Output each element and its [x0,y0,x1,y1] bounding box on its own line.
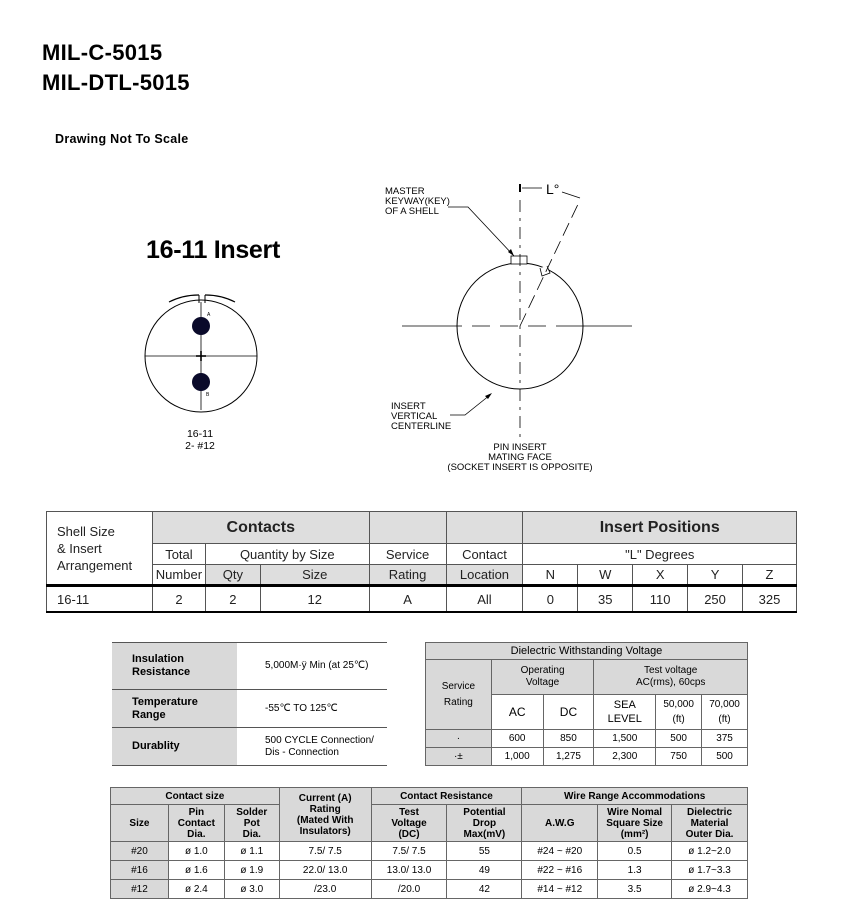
ft70-line: 70,000 [709,699,740,710]
cell-awg: #22 ~ #16 [522,861,598,880]
cur-line: Rating [309,803,341,815]
cell-size: 12 [260,586,369,613]
contacts-table [46,511,797,613]
dielectric-table [425,642,748,766]
cell-50k: 500 [656,730,702,748]
pi-line-2: MATING FACE [488,452,552,463]
pi-line-3: (SOCKET INSERT IS OPPOSITE) [447,462,593,473]
cell-x: 110 [633,586,688,613]
service-header: Service [369,544,446,565]
dielectric-od-header [672,805,748,842]
cell-sea: 1,500 [594,730,656,748]
cell-pin: ø 1.6 [168,861,224,880]
cell-location: All [446,586,523,613]
test-voltage-header [594,660,748,695]
cell-dc: 850 [543,730,594,748]
dielectric-title: Dielectric Withstanding Voltage [426,643,748,660]
pos-w-header: W [578,565,633,586]
angle-label: L° [546,181,560,197]
prop-key-line: Range [132,708,166,721]
dod-line: Dielectric [687,806,733,818]
cell-od: ø 2.9~4.3 [672,880,748,899]
insert-title: 16-11 Insert [146,236,280,264]
tvd-line: Test [399,806,419,818]
prop-key-insulation [112,643,237,690]
contact-header: Contact [446,544,523,565]
test-voltage-header [371,805,447,842]
cell-drop: 55 [447,842,522,861]
shell-size-header [47,512,153,586]
table-row [111,861,748,880]
table-row [426,730,748,748]
tvd-line: Voltage [391,817,427,829]
wire-nominal-header [598,805,672,842]
properties-table [112,642,387,766]
pdr-line: Max(mV) [463,828,506,840]
contact-resistance-header: Contact Resistance [371,788,522,805]
keyway-leader [448,207,514,256]
master-keyway-label [385,187,450,217]
iv-line-3: CENTERLINE [391,421,452,432]
size-header: Size [260,565,369,586]
cell-y: 250 [688,586,743,613]
cell-n: 0 [523,586,578,613]
rating-header: Rating [369,565,446,586]
contact-specs-table [110,787,748,899]
pd-line: Dia. [187,828,206,840]
operating-voltage-header [491,660,594,695]
cell-service: ·± [426,748,492,766]
cell-solder: ø 1.9 [224,861,279,880]
sr-line: Rating [443,696,473,708]
iv-line-2: VERTICAL [391,411,438,422]
prop-value-temperature: -55℃ TO 125℃ [237,690,387,728]
qty-header: Qty [205,565,260,586]
cell-awg: #14 ~ #12 [522,880,598,899]
pos-x-header: X [633,565,688,586]
contact-b-label: B [206,392,210,398]
sea-level-header [594,695,656,730]
cell-qty: 2 [205,586,260,613]
ft50-header [656,695,702,730]
contact-a [192,317,210,335]
cell-size: #20 [111,842,169,861]
cell-solder: ø 3.0 [224,880,279,899]
cur-line: Current (A) [298,792,352,804]
insert-caption [170,428,230,452]
shell-label-3: Arrangement [57,557,133,573]
prop-key-durability: Durablity [112,728,237,766]
table-row [111,880,748,899]
pd-line: Pin [188,806,205,818]
angle-line [520,200,580,326]
cell-w: 35 [578,586,633,613]
cell-50k: 750 [656,748,702,766]
mk-line-3: OF A SHELL [385,206,439,217]
dod-line: Material [690,817,729,829]
service-blank [369,512,446,544]
pos-n-header: N [523,565,578,586]
solder-dia-header [224,805,279,842]
ft70-header [702,695,748,730]
ft50-line: 50,000 [663,699,694,710]
cell-shell: 16-11 [47,586,153,613]
ac-header: AC [491,695,543,730]
insert-positions-header: Insert Positions [523,512,797,544]
cell-wire-size: 0.5 [598,842,672,861]
cell-total: 2 [152,586,205,613]
sd-line: Pot [243,817,260,829]
potential-drop-header [447,805,522,842]
dod-line: Outer Dia. [685,828,734,840]
pos-y-header: Y [688,565,743,586]
shell-label-2: & Insert [57,540,102,556]
shell-label-1: Shell Size [57,523,115,539]
wn-line: (mm²) [620,828,649,840]
wn-line: Wire Nomal [607,806,663,818]
sd-line: Dia. [242,828,261,840]
wire-range-header: Wire Range Accommodations [522,788,748,805]
table-row [112,643,387,690]
cell-current: /23.0 [279,880,371,899]
pi-line-1: PIN INSERT [493,442,547,453]
prop-value-line: Dis - Connection [265,746,339,758]
table-row [112,728,387,766]
ft70-line: (ft) [718,714,731,725]
cur-line: (Mated With [296,814,354,826]
caption-line-2: 2- #12 [185,440,215,452]
cell-size: #16 [111,861,169,880]
pin-dia-header [168,805,224,842]
prop-value-durability [237,728,387,766]
table-row [426,748,748,766]
cell-test-voltage: /20.0 [371,880,447,899]
iv-line-1: INSERT [391,401,426,412]
insert-vertical-label [391,402,451,432]
pd-line: Contact [177,817,215,829]
sr-line: Service [441,680,476,692]
contact-a-label: A [207,312,211,318]
contact-size-header: Contact size [111,788,280,805]
cell-70k: 500 [702,748,748,766]
sd-line: Solder [236,806,268,818]
cell-current: 7.5/ 7.5 [279,842,371,861]
cell-test-voltage: 13.0/ 13.0 [371,861,447,880]
scale-note: Drawing Not To Scale [55,132,189,146]
mk-line-2: KEYWAY(KEY) [385,196,450,207]
prop-value-insulation: 5,000M·ÿ Min (at 25℃) [237,643,387,690]
pdr-line: Drop [472,817,497,829]
cell-size: #12 [111,880,169,899]
cell-awg: #24 ~ #20 [522,842,598,861]
awg-header: A.W.G [522,805,598,842]
pdr-line: Potential [463,806,506,818]
table-row [111,842,748,861]
cell-rating: A [369,586,446,613]
tv-line: AC(rms), 60cps [635,677,706,688]
total-header: Total [152,544,205,565]
cell-pin: ø 1.0 [168,842,224,861]
prop-value-line: 500 CYCLE Connection/ [265,734,374,746]
table-row [47,586,797,613]
pin-insert-label [440,443,600,473]
cell-dc: 1,275 [543,748,594,766]
cell-drop: 49 [447,861,522,880]
cell-current: 22.0/ 13.0 [279,861,371,880]
caption-line-1: 16-11 [186,428,214,440]
cell-z: 325 [743,586,797,613]
mk-line-1: MASTER [385,186,425,197]
sl-line: SEA [613,699,636,711]
prop-key-line: Temperature [132,695,198,708]
cur-line: Insulators) [299,825,351,837]
cell-od: ø 1.7~3.3 [672,861,748,880]
cell-ac: 600 [491,730,543,748]
pos-z-header: Z [743,565,797,586]
wn-line: Square Size [606,817,663,829]
ov-line: Voltage [525,677,560,688]
cell-pin: ø 2.4 [168,880,224,899]
l-degrees-header: "L" Degrees [523,544,797,565]
dc-header: DC [543,695,594,730]
cell-70k: 375 [702,730,748,748]
number-header: Number [152,565,205,586]
cell-wire-size: 1.3 [598,861,672,880]
location-header: Location [446,565,523,586]
cell-od: ø 1.2~2.0 [672,842,748,861]
keyway-key [511,256,527,264]
insert-face-drawing [135,285,270,425]
size-header: Size [111,805,169,842]
cell-solder: ø 1.1 [224,842,279,861]
contacts-header: Contacts [152,512,369,544]
ft50-line: (ft) [672,714,685,725]
service-rating-header [426,660,492,730]
tv-line: Test voltage [644,665,698,676]
centerline-leader [450,395,490,415]
cell-ac: 1,000 [491,748,543,766]
contact-b [192,373,210,391]
cell-sea: 2,300 [594,748,656,766]
prop-key-temperature [112,690,237,728]
cell-wire-size: 3.5 [598,880,672,899]
keyway-arc-left [169,295,199,302]
prop-key-line: Resistance [132,666,191,678]
ov-line: Operating [520,665,565,676]
cell-service: · [426,730,492,748]
title-mil-dtl: MIL-DTL-5015 [42,70,190,95]
tvd-line: (DC) [398,828,420,840]
title-mil-c: MIL-C-5015 [42,40,163,65]
sl-line: LEVEL [607,713,642,725]
contact-blank [446,512,523,544]
cell-test-voltage: 7.5/ 7.5 [371,842,447,861]
prop-key-line: Insulation [132,653,184,665]
keyway-notch [540,266,550,276]
qty-by-size-header: Quantity by Size [205,544,369,565]
current-header [279,788,371,842]
cell-drop: 42 [447,880,522,899]
table-row [112,690,387,728]
